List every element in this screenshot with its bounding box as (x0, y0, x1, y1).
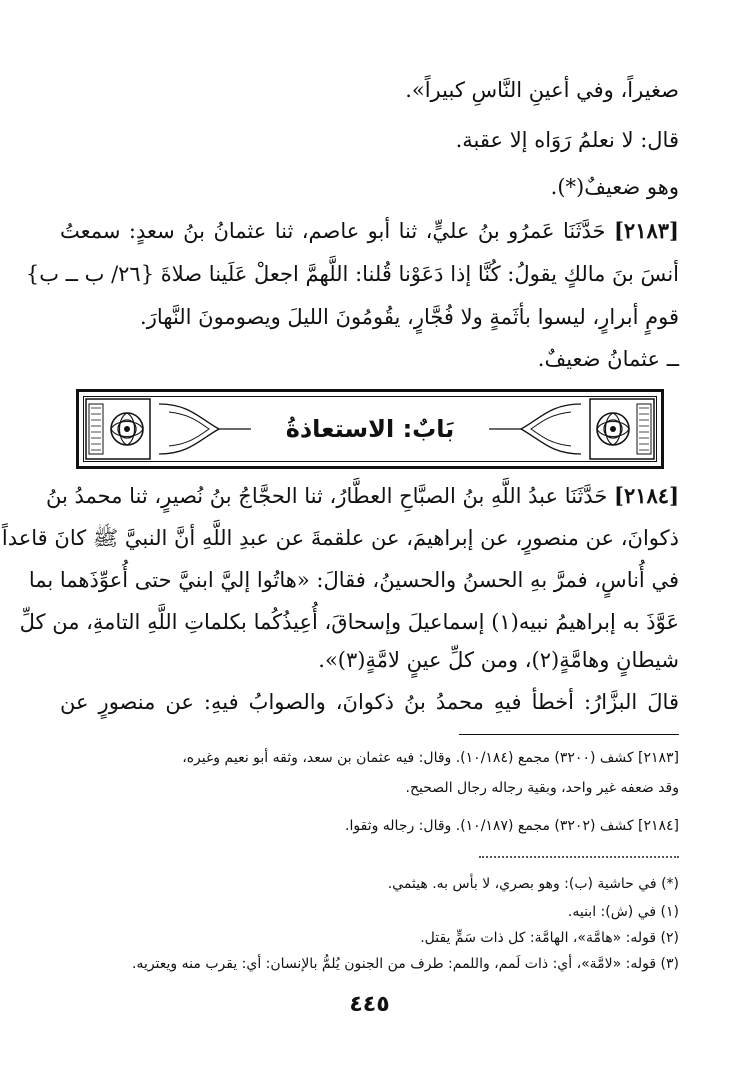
hadith-2183-line-4: ــ عثمانُ ضعيفٌ. (537, 347, 679, 371)
chapter-title-box (259, 398, 481, 460)
hadith-2184-line-3: في أُناسٍ، فمرَّ بهِ الحسنُ والحسينُ، فقالَ: «هاتُوا إليَّ ابنيَّ حتى أُعوِّذَهما بما (28, 568, 679, 592)
hadith-2184-line-6: قالَ البزَّارُ: أخطأ فيهِ محمدُ بنُ ذكوانَ، والصوابُ فيهِ: عن منصورٍ عن (60, 690, 679, 714)
body-line-2: قال: لا نعلمُ رَوَاه إلا عقبة. (455, 128, 679, 152)
footnote-3: (٣) قوله: «لامَّة»، أي: ذات لَمم، واللمم: طرف من الجنون يُلمُّ بالإنسان: أي: يقرب منه ويعتريه. (131, 956, 679, 972)
hadith-2183-text-1: حَدَّثَنَا عَمرُو بنُ عليٍّ، ثنا أبو عاصم، ثنا عثمانُ بنُ سعدٍ: سمعتُ (60, 219, 606, 243)
hadith-2184-line-4: عَوَّذَ به إبراهيمُ نبيه(١) إسماعيلَ وإسحاقَ، أُعِيذُكُما بكلماتِ اللَّهِ التامةِ، من كلِّ (19, 610, 679, 634)
body-line-1: صغيراً، وفي أعينِ النَّاسِ كبيراً». (405, 78, 679, 102)
arabesque-ornament-icon (85, 398, 151, 460)
page-number: ٤٤٥ (349, 992, 390, 1017)
body-line-3: وهو ضعيفٌ(*). (550, 175, 679, 199)
hadith-2184-line-1 (45, 482, 679, 510)
chapter-title: بَابٌ: الاستعاذةُ (285, 415, 455, 443)
hadith-2184-number: [٢١٨٤] (614, 483, 679, 508)
reference-line-2: وقد ضعفه غير واحد، وبقية رجاله رجال الصحيح. (405, 780, 679, 796)
banner-ornament-icon (159, 398, 255, 460)
hadith-2183-line-3: قومٍ أبرارٍ، ليسوا بأثَمةٍ ولا فُجَّارٍ، يقُومُونَ الليلَ ويصومونَ النَّهارَ. (140, 305, 679, 329)
footnote-2: (٢) قوله: «هامَّة»، الهامَّة: كل ذات سَمٍّ يقتل. (420, 930, 679, 946)
hadith-2183-number: [٢١٨٣] (613, 218, 679, 243)
hadith-2184-line-2: ذكوانَ، عن منصورٍ، عن إبراهيمَ، عن علقمةَ عن عبدِ اللَّهِ أنَّ النبيَّ ﷺ كانَ قاعداً (1, 526, 679, 550)
reference-line-3: [٢١٨٤] كشف (٣٢٠٢) مجمع (١٠/١٨٧). وقال: رجاله وثقوا. (345, 818, 679, 834)
hadith-2184-line-5: شيطانٍ وهامَّةٍ(٢)، ومن كلِّ عينٍ لامَّةٍ(٣)». (318, 648, 679, 672)
hadith-2184-text-1: حَدَّثَنَا عبدُ اللَّهِ بنُ الصبَّاحِ العطَّارُ، ثنا الحجَّاجُ بنُ نُصيرٍ، ثنا محمدُ بنُ (45, 484, 608, 508)
reference-line-1: [٢١٨٣] كشف (٣٢٠٠) مجمع (١٠/١٨٤). وقال: فيه عثمان بن سعد، وثقه أبو نعيم وغيره، (182, 750, 679, 766)
footnote-star: (*) في حاشية (ب): وهو بصري، لا بأس به. هيثمي. (387, 876, 679, 892)
footnote-separator (459, 734, 679, 735)
footnote-1: (١) في (ش): ابنيه. (567, 904, 679, 920)
banner-ornament-icon (485, 398, 581, 460)
chapter-banner (76, 389, 664, 469)
dotted-separator (479, 856, 679, 858)
hadith-2183-line-2: أنسَ بنَ مالكٍ يقولُ: كُنَّا إذا دَعَوْنا قُلنا: اللَّهمَّ اجعلْ عَلَينا صلاةَ {٢٦/ ب ــ ب} (25, 262, 679, 286)
hadith-2183-line-1 (60, 217, 679, 245)
arabesque-ornament-icon (589, 398, 655, 460)
